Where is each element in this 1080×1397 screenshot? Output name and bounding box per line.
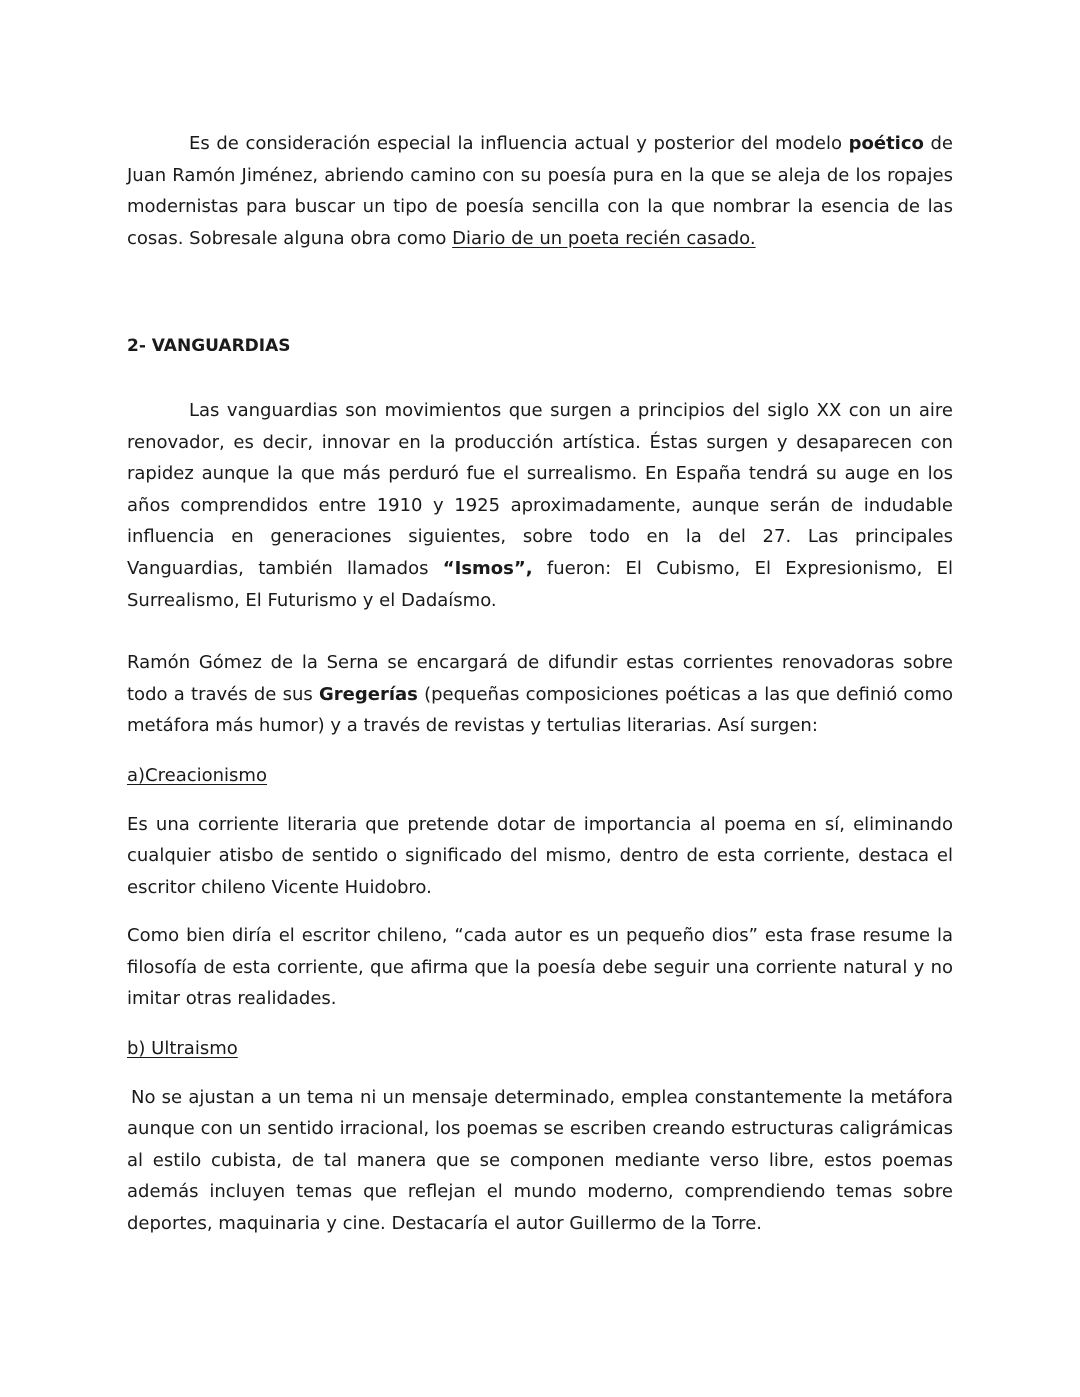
subheading-ultraismo: b) Ultraismo xyxy=(127,1038,238,1060)
gomez-serna-paragraph xyxy=(127,647,953,742)
intro-paragraph xyxy=(127,128,953,254)
creacionismo-paragraph-1: Es una corriente literaria que pretende dotar de importancia al poema en sí, eliminando cualquier atisbo de sentido o significado del mismo, dentro de esta corriente, destaca el escritor chileno Vicente Huidobro. xyxy=(127,813,953,898)
intro-bold-poetico: poético xyxy=(848,133,924,154)
section-heading-vanguardias: 2- VANGUARDIAS xyxy=(127,336,291,357)
work-title-diario: Diario de un poeta recién casado. xyxy=(452,227,756,249)
vanguardias-text-2: fueron: El Cubismo, El Expresionismo, El Surrealismo, El Futurismo y el Dadaísmo. xyxy=(127,557,953,611)
gregerias-bold: Gregerías xyxy=(319,683,418,705)
gomez-text-1: Ramón Gómez de la Serna se encargará de difundir estas corrientes renovadoras sobre todo a través de sus xyxy=(127,652,953,705)
document-page xyxy=(127,128,953,1240)
intro-text-1: Es de consideración especial la influencia actual y posterior del modelo xyxy=(189,133,849,154)
vanguardias-paragraph xyxy=(127,395,953,616)
vanguardias-text-1: Las vanguardias son movimientos que surgen a principios del siglo XX con un aire renovador, es decir, innovar en la producción artística. Éstas surgen y desaparecen con rapidez aunque la que más perduró fue el surrealismo. En España tendrá su auge en los años comprendidos entre 1910 y 1925 aproximadamente, aunque serán de indudable influencia en generaciones siguientes, sobre todo en la del 27. Las principales Vanguardias, también llamados xyxy=(127,399,953,579)
subheading-creacionismo: a)Creacionismo xyxy=(127,764,267,786)
intro-text-2: de Juan Ramón Jiménez, abriendo camino con su poesía pura en la que se aleja de los ropajes modernistas para buscar un tipo de poesía sencilla con la que nombrar la esencia de las cosas. Sobresale alguna obra como xyxy=(127,133,953,249)
ismos-bold: “Ismos”, xyxy=(442,557,533,579)
ultraismo-paragraph: No se ajustan a un tema ni un mensaje determinado, emplea constantemente la metáfora aunque con un sentido irracional, los poemas se escriben creando estructuras caligrámicas al estilo cubista, de tal manera que se componen mediante verso libre, estos poemas además incluyen temas que reflejan el mundo moderno, comprendiendo temas sobre deportes, maquinaria y cine. Destacaría el autor Guillermo de la Torre. xyxy=(127,1086,953,1235)
gomez-text-2: (pequeñas composiciones poéticas a las que definió como metáfora más humor) y a través de revistas y tertulias literarias. Así surgen: xyxy=(127,683,953,737)
creacionismo-paragraph-2: Como bien diría el escritor chileno, “cada autor es un pequeño dios” esta frase resume la filosofía de esta corriente, que afirma que la poesía debe seguir una corriente natural y no imitar otras realidades. xyxy=(127,925,953,1010)
